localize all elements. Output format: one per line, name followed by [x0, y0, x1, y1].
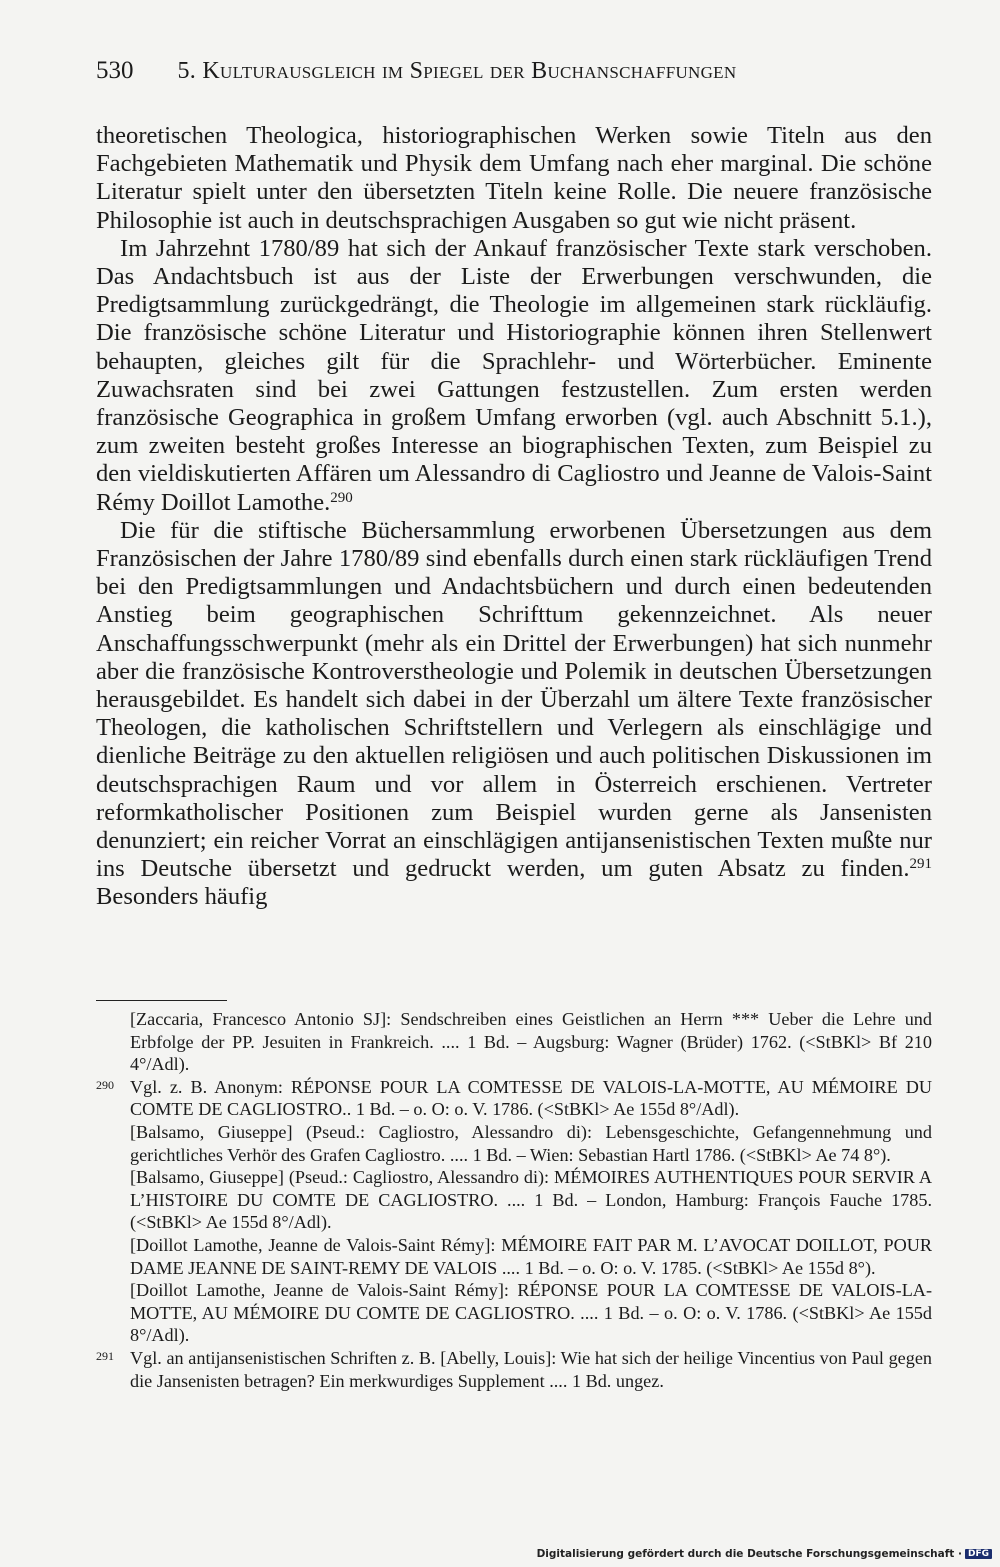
paragraph-2 — [96, 235, 932, 517]
footnote-number: 291 — [96, 1348, 114, 1363]
paragraph-3-tail: Besonders häufig — [96, 883, 268, 911]
footnote-entry: Vgl. z. B. Anonym: RÉPONSE POUR LA COMTESSE DE VALOIS-LA-MOTTE, AU MÉMOIRE DU COMTE DE CAGLIOSTRO.. 1 Bd. – o. O: o. V. 1786. (<StBKl> Ae 155d 8°/Adl). — [130, 1076, 932, 1120]
digitization-credit — [537, 1548, 992, 1560]
credit-text: Digitalisierung gefördert durch die Deutsche Forschungsgemeinschaft · — [536, 1548, 962, 1560]
footnote-entry: [Balsamo, Giuseppe] (Pseud.: Cagliostro, Alessandro di): Lebensgeschichte, Gefangennehmung und gerichtliches Verhör des Grafen Cagliostro. .... 1 Bd. – Wien: Sebastian Hartl 1786. (<StBKl> Ae 74 8°). — [130, 1121, 932, 1165]
paragraph-1: theoretischen Theologica, historiographischen Werken sowie Titeln aus den Fachgebieten Mathematik und Physik dem Umfang nach eher marginal. Die schöne Literatur spielt unter den übersetzten Titeln keine Rolle. Die neuere französische Philosophie ist auch in deutschsprachigen Ausgaben so gut wie nicht präsent. — [96, 122, 932, 234]
footnote-number: 290 — [96, 1077, 114, 1092]
footnote-entry: [Doillot Lamothe, Jeanne de Valois-Saint Rémy]: MÉMOIRE FAIT PAR M. L’AVOCAT DOILLOT, POUR DAME JEANNE DE SAINT-REMY DE VALOIS .... 1 Bd. – o. O: o. V. 1785. (<StBKl> Ae 155d 8°). — [130, 1234, 932, 1278]
page-number: 530 — [96, 57, 134, 84]
chapter-title: 5. Kulturausgleich im Spiegel der Buchanschaffungen — [177, 58, 737, 84]
footnote-291 — [96, 1347, 932, 1392]
paragraph-3 — [96, 517, 932, 912]
dfg-logo: DFG — [965, 1549, 992, 1559]
footnote-continued — [96, 1008, 932, 1076]
footnote-entry: [Doillot Lamothe, Jeanne de Valois-Saint Rémy]: RÉPONSE POUR LA COMTESSE DE VALOIS-LA-MOTTE, AU MÉMOIRE DU COMTE DE CAGLIOSTRO. .... 1 Bd. – o. O: o. V. 1786. (<StBKl> Ae 155d 8°/Adl). — [130, 1280, 932, 1346]
paragraph-2-text: Im Jahrzehnt 1780/89 hat sich der Ankauf französischer Texte stark verschoben. Das Andachtsbuch ist aus der Liste der Erwerbungen verschwunden, die Predigtsammlung zurückgedrängt, die Theologie im allgemeinen stark rückläufig. Die französische schöne Literatur und Historiographie können ihren Stellenwert behaupten, gleiches gilt für die Sprachlehr- und Wörterbücher. Eminente Zuwachsraten sind bei zwei Gattungen festzustellen. Zum ersten werden französische Geographica in großem Umfang erworben (vgl. auch Abschnitt 5.1.), zum zweiten besteht großes Interesse an biographischen Texten, zum Beispiel zu den vieldiskutierten Affären um Alessandro di Cagliostro und Jeanne de Valois-Saint Rémy Doillot Lamothe. — [96, 234, 932, 516]
footnote-entry: Vgl. an antijansenistischen Schriften z. B. [Abelly, Louis]: Wie hat sich der heilige Vincentius von Paul gegen die Jansenisten betragen? Ein merkwurdiges Supplement .... 1 Bd. ungez. — [130, 1347, 932, 1391]
footnote-290 — [96, 1076, 932, 1347]
footnote-continued-text: [Zaccaria, Francesco Antonio SJ]: Sendschreiben eines Geistlichen an Herrn *** Ueber die Lehre und Erbfolge der PP. Jesuiten in Frankreich. .... 1 Bd. – Augsburg: Wagner (Brüder) 1762. (<StBKl> Bf 210 4°/Adl). — [130, 1009, 932, 1075]
footnote-ref-290[interactable]: 290 — [330, 489, 353, 506]
footnote-ref-291[interactable]: 291 — [909, 856, 932, 873]
main-text — [96, 122, 932, 912]
footnote-entry: [Balsamo, Giuseppe] (Pseud.: Cagliostro, Alessandro di): MÉMOIRES AUTHENTIQUES POUR SERVIR A L’HISTOIRE DU COMTE DE CAGLIOSTRO. .... 1 Bd. – London, Hamburg: François Fauche 1785. (<StBKl> Ae 155d 8°/Adl). — [130, 1167, 932, 1233]
running-header — [96, 56, 936, 86]
footnotes — [96, 1008, 932, 1392]
footnote-separator — [96, 1000, 227, 1001]
paragraph-3-text: Die für die stiftische Büchersammlung erworbenen Übersetzungen aus dem Französischen der Jahre 1780/89 sind ebenfalls durch einen stark rückläufigen Trend bei den Predigtsammlungen und Andachtsbüchern und durch einen bedeutenden Anstieg beim geographischen Schrifttum gekennzeichnet. Als neuer Anschaffungsschwerpunkt (mehr als ein Drittel der Erwerbungen) hat sich nunmehr aber die französische Kontroverstheologie und Polemik in deutschen Übersetzungen herausgebildet. Es handelt sich dabei in der Überzahl um ältere Texte französischer Theologen, die katholischen Schriftstellern und Verlegern als einschlägige und dienliche Beiträge zu den aktuellen religiösen und auch politischen Diskussionen im deutschsprachigen Raum und vor allem in Österreich erschienen. Vertreter reformkatholischer Positionen zum Beispiel wurden gerne als Jansenisten denunziert; ein reicher Vorrat an einschlägigen antijansenistischen Texten mußte nur ins Deutsche übersetzt und gedruckt werden, um guten Absatz zu finden. — [96, 516, 932, 883]
